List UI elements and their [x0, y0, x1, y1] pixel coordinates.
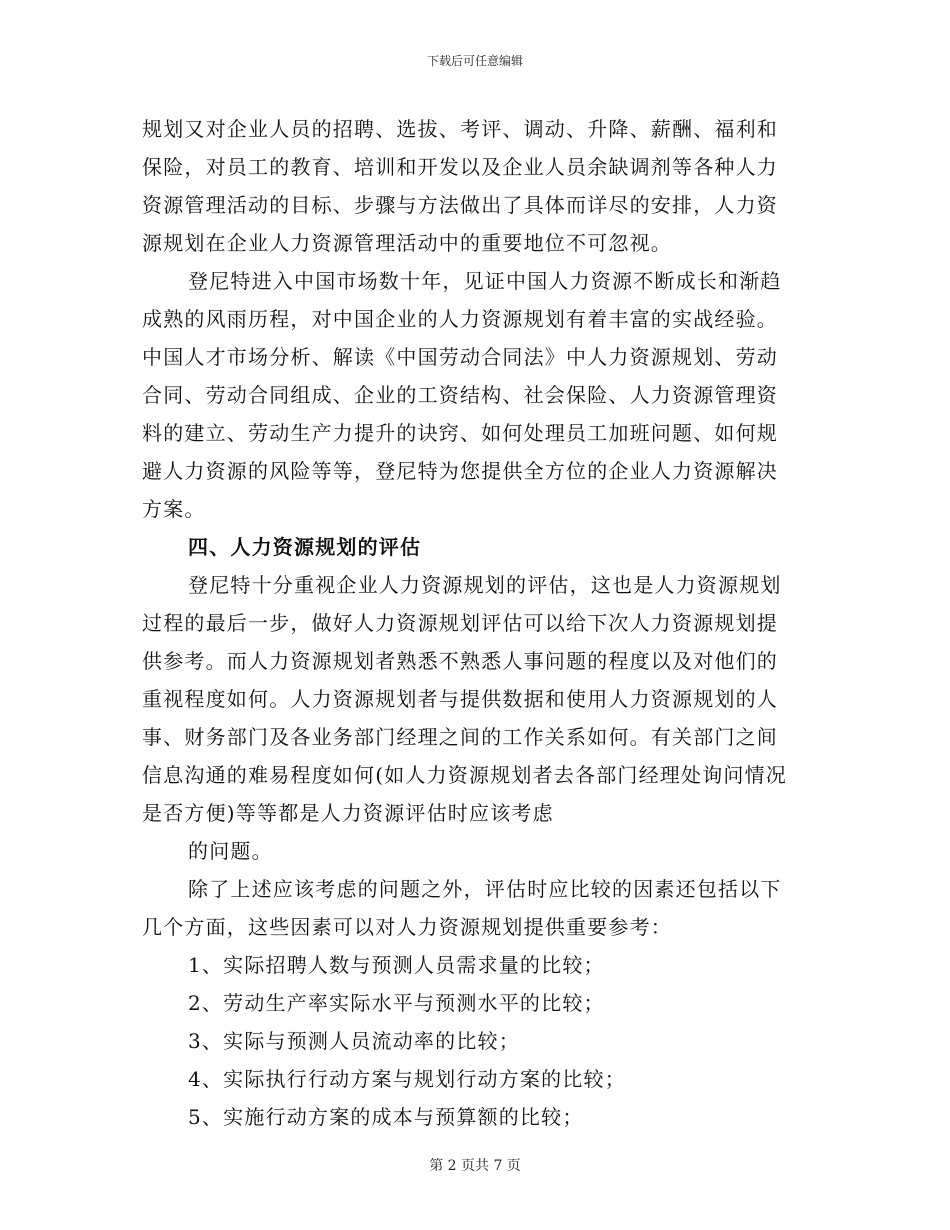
paragraph-line: 资源管理活动的目标、步骤与方法做出了具体而详尽的安排，人力资	[142, 193, 778, 217]
paragraph-line: 重视程度如何。人力资源规划者与提供数据和使用人力资源规划的人	[142, 687, 778, 711]
paragraph-line: 信息沟通的难易程度如何(如人力资源规划者去各部门经理处询问情况	[142, 763, 788, 787]
paragraph-line: 保险，对员工的教育、培训和开发以及企业人员余缺调剂等各种人力	[142, 155, 778, 179]
list-item: 5、实施行动方案的成本与预算额的比较；	[188, 1105, 584, 1129]
paragraph-line: 几个方面，这些因素可以对人力资源规划提供重要参考：	[142, 915, 672, 939]
paragraph-line: 合同、劳动合同组成、企业的工资结构、社会保险、人力资源管理资	[142, 383, 778, 407]
list-item: 4、实际执行行动方案与规划行动方案的比较；	[188, 1067, 626, 1091]
paragraph-line: 的问题。	[188, 839, 273, 863]
paragraph-line: 成熟的风雨历程，对中国企业的人力资源规划有着丰富的实战经验。	[142, 307, 778, 331]
paragraph-line: 事、财务部门及各业务部门经理之间的工作关系如何。有关部门之间	[142, 725, 778, 749]
paragraph-line: 过程的最后一步，做好人力资源规划评估可以给下次人力资源规划提	[142, 611, 778, 635]
paragraph-line: 登尼特十分重视企业人力资源规划的评估，这也是人力资源规划	[188, 573, 782, 597]
paragraph-line: 源规划在企业人力资源管理活动中的重要地位不可忽视。	[142, 231, 672, 255]
paragraph-line: 方案。	[142, 497, 206, 521]
paragraph-line: 中国人才市场分析、解读《中国劳动合同法》中人力资源规划、劳动	[142, 345, 778, 369]
page-footer: 第 2 页共 7 页	[429, 1158, 521, 1174]
section-heading: 四、人力资源规划的评估	[188, 535, 422, 559]
paragraph-line: 规划又对企业人员的招聘、选拔、考评、调动、升降、薪酬、福利和	[142, 117, 778, 141]
document-body	[142, 110, 810, 1136]
paragraph-line: 是否方便)等等都是人力资源评估时应该考虑	[142, 801, 554, 825]
list-item: 1、实际招聘人数与预测人员需求量的比较；	[188, 953, 605, 977]
paragraph-line: 登尼特进入中国市场数十年，见证中国人力资源不断成长和渐趋	[188, 269, 782, 293]
paragraph-line: 除了上述应该考虑的问题之外，评估时应比较的因素还包括以下	[188, 877, 782, 901]
paragraph-line: 供参考。而人力资源规划者熟悉不熟悉人事问题的程度以及对他们的	[142, 649, 778, 673]
paragraph-line: 料的建立、劳动生产力提升的诀窍、如何处理员工加班问题、如何规	[142, 421, 778, 445]
page-header: 下载后可任意编辑	[426, 54, 523, 68]
paragraph-line: 避人力资源的风险等等，登尼特为您提供全方位的企业人力资源解决	[142, 459, 778, 483]
list-item: 3、实际与预测人员流动率的比较；	[188, 1029, 520, 1053]
list-item: 2、劳动生产率实际水平与预测水平的比较；	[188, 991, 605, 1015]
